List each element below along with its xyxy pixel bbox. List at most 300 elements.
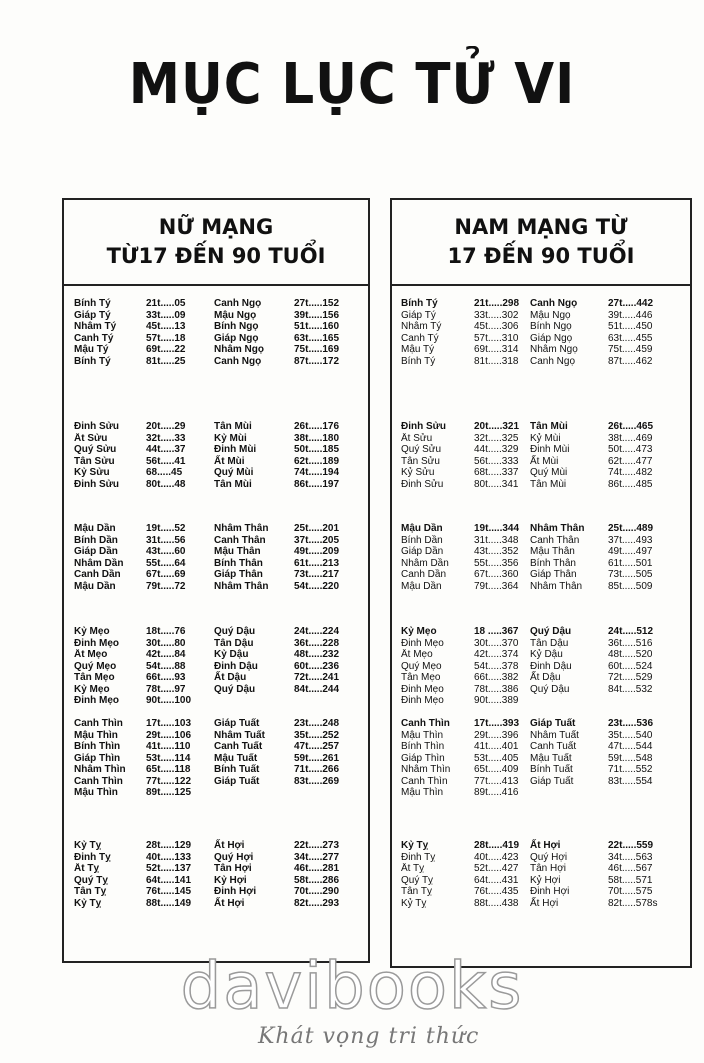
year-name: Đinh Tỵ [74,851,111,863]
year-name: Kỷ Hợi [214,874,247,886]
page-ref: 61t.....501 [608,557,653,569]
year-name: Nhâm Thân [530,523,585,534]
year-name: Tân Mùi [530,421,568,432]
year-name: Tân Mùi [530,478,567,490]
year-name: Quý Hợi [214,851,254,863]
index-row [392,479,690,491]
year-name: Giáp Ngọ [530,332,573,344]
page-ref [608,787,678,799]
page-ref: 62t.....477 [608,455,653,467]
page-ref: 49t.....497 [608,546,653,557]
page-ref: 51t.....450 [608,321,653,332]
year-name: Mậu Dần [74,523,116,534]
page-ref: 59t.....261 [294,752,340,764]
page-title: MỤC LỤC TỬ VI [128,52,576,117]
page-ref: 64t.....431 [474,874,519,886]
page-ref: 61t.....213 [294,557,340,569]
index-row [392,898,690,910]
index-row [392,886,690,898]
page-ref: 40t.....423 [474,851,519,863]
page-ref: 30t.....370 [474,637,519,649]
page-ref: 75t.....459 [608,344,653,355]
page-ref: 89t.....125 [146,787,192,798]
year-name: Kỷ Mẹo [401,626,437,637]
index-row [392,558,690,570]
year-name: Giáp Tý [401,309,436,321]
year-name: Tân Dậu [214,637,254,649]
index-row [392,310,690,322]
index-row [64,741,368,753]
page-ref: 50t.....185 [294,444,340,455]
index-row [64,433,368,445]
page-ref: 86t.....485 [608,478,653,490]
page-ref: 77t.....122 [146,775,192,787]
page-ref: 43t.....352 [474,546,519,557]
female-column-header [64,200,368,286]
year-name: Ất Dậu [214,672,247,683]
year-name: Canh Thân [530,534,580,546]
page-ref: 74t.....482 [608,467,653,478]
page-ref: 87t.....462 [608,355,653,367]
year-name: Nhâm Tuất [214,729,265,741]
year-name: Bính Dần [401,534,443,546]
year-name: Giáp Tý [74,309,111,321]
year-name: Quý Hợi [530,851,568,863]
page-ref: 56t.....333 [474,455,519,467]
year-name: Giáp Tuất [214,775,260,787]
entry-group [64,626,368,707]
year-name: Kỷ Tỵ [401,840,429,851]
year-name: Nhâm Thìn [74,764,126,775]
entry-group [64,523,368,592]
page-ref: 23t.....248 [294,718,340,729]
index-row [64,661,368,673]
page-ref: 30t.....80 [146,637,186,649]
page-ref: 54t.....220 [294,580,340,592]
index-row [64,310,368,322]
year-name: Mậu Thìn [74,729,118,741]
index-row [392,321,690,333]
page-ref: 29t.....106 [146,729,192,741]
index-row [392,535,690,547]
year-name: Canh Dần [401,569,447,580]
page-ref: 60t.....236 [294,660,340,672]
year-name: Ất Tỵ [74,863,99,874]
year-name: Bính Thìn [74,741,121,752]
entry-group [64,421,368,490]
page-ref: 64t.....141 [146,874,192,886]
year-name: Mậu Dần [74,580,116,592]
index-row [64,546,368,558]
year-name: Đinh Mẹo [401,683,444,695]
page-ref: 63t.....165 [294,332,340,344]
page-ref: 57t.....18 [146,332,186,344]
year-name: Giáp Dần [401,546,444,557]
year-name: Kỷ Sửu [401,467,435,478]
year-name: Giáp Thìn [74,752,121,764]
year-name: Nhâm Tuất [530,729,579,741]
year-name: Bính Dần [74,534,118,546]
page-ref: 89t.....416 [474,787,519,798]
year-name: Tân Mùi [214,478,252,490]
year-name: Tân Dậu [530,637,569,649]
year-name: Đinh Mùi [214,444,257,455]
page-ref: 28t.....129 [146,840,192,851]
year-name: Canh Thìn [74,718,123,729]
year-name: Nhâm Tý [74,321,117,332]
year-name: Giáp Ngọ [214,332,259,344]
index-row [392,356,690,368]
page-ref: 27t.....152 [294,298,340,309]
year-name: Tân Mùi [214,421,252,432]
page-ref: 69t.....22 [146,344,186,355]
page-ref: 42t.....374 [474,649,519,660]
page-ref: 78t.....386 [474,683,519,695]
year-name [214,787,294,799]
year-name: Đinh Mùi [530,444,570,455]
page-ref: 54t.....378 [474,660,519,672]
page-ref: 53t.....405 [474,752,519,764]
year-name: Quý Mẹo [74,660,117,672]
index-row [64,581,368,593]
page-ref: 32t.....325 [474,432,519,444]
year-name: Canh Thìn [74,775,123,787]
year-name [214,695,294,707]
index-row [392,421,690,433]
page-ref: 81t.....318 [474,355,519,367]
year-name: Ất Mùi [530,455,559,467]
index-row [392,863,690,875]
year-name: Đinh Sửu [401,421,447,432]
female-header-line2: TỪ17 ĐẾN 90 TUỔI [106,244,326,268]
page-ref: 37t.....493 [608,534,653,546]
page-ref: 19t.....52 [146,523,186,534]
year-name: Giáp Thìn [401,752,445,764]
male-index-column [390,198,692,968]
index-row [392,875,690,887]
page-ref: 65t.....409 [474,764,519,775]
page-ref: 73t.....505 [608,569,653,580]
year-name: Bính Ngọ [530,321,572,332]
entry-group [392,840,690,909]
female-header-line1: NỮ MẠNG [158,215,274,239]
index-row [392,444,690,456]
index-row [392,298,690,310]
year-name: Kỷ Dậu [214,649,249,660]
year-name: Quý Dậu [214,683,256,695]
year-name: Tân Tỵ [74,886,107,897]
year-name: Bính Thân [530,557,576,569]
year-name: Ất Hợi [530,840,561,851]
index-row [392,672,690,684]
year-name: Quý Dậu [530,626,572,637]
year-name: Ất Mẹo [74,649,108,660]
index-row [64,333,368,345]
index-row [392,840,690,852]
year-name: Kỷ Tỵ [74,897,102,909]
page-ref: 36t.....516 [608,637,653,649]
page-ref: 82t.....293 [294,897,340,909]
index-row [64,356,368,368]
index-row [392,730,690,742]
year-name: Ất Sửu [74,432,108,444]
page-ref: 75t.....169 [294,344,340,355]
index-row [392,852,690,864]
page-ref: 41t.....401 [474,741,519,752]
page-ref: 33t.....302 [474,309,519,321]
page-ref: 59t.....548 [608,752,653,764]
page-ref: 63t.....455 [608,332,653,344]
year-name: Bính Tý [401,355,436,367]
page-ref: 78t.....97 [146,683,186,695]
page-ref: 20t.....321 [474,421,520,432]
year-name: Nhâm Dần [401,557,449,569]
year-name: Kỷ Mẹo [74,626,110,637]
page-ref: 17t.....393 [474,718,520,729]
page-ref: 38t.....469 [608,432,653,444]
index-row [64,730,368,742]
page-ref: 58t.....571 [608,874,653,886]
year-name: Ất Hợi [214,840,245,851]
page-ref: 86t.....197 [294,478,340,490]
index-row [64,467,368,479]
index-row [392,581,690,593]
year-name: Ất Tỵ [401,863,425,874]
page-ref: 54t.....88 [146,660,186,672]
index-row [392,433,690,445]
page-ref: 66t.....93 [146,672,186,683]
page-ref: 22t.....273 [294,840,340,851]
year-name: Ất Dậu [530,672,561,683]
index-row [64,863,368,875]
year-name: Tân Tỵ [401,886,432,897]
page-ref: 44t.....329 [474,444,519,455]
year-name: Mậu Tý [74,344,109,355]
year-name: Tân Sửu [74,455,115,467]
page-ref [294,787,364,799]
index-row [64,638,368,650]
year-name: Mậu Tuất [214,752,258,764]
year-name: Quý Mùi [214,467,254,478]
page-ref: 19t.....344 [474,523,520,534]
index-row [64,718,368,730]
index-row [64,898,368,910]
year-name [530,695,608,707]
year-name: Bính Thân [214,557,263,569]
page-ref: 33t.....09 [146,309,186,321]
year-name: Bính Tý [401,298,438,309]
year-name: Giáp Thân [214,569,263,580]
page-ref: 47t.....544 [608,741,653,752]
page-ref: 88t.....438 [474,897,519,909]
year-name: Mậu Tý [401,344,435,355]
index-row [392,741,690,753]
index-row [64,444,368,456]
entry-group [64,718,368,799]
index-row [64,764,368,776]
page-ref [608,695,678,707]
year-name: Mậu Ngọ [214,309,257,321]
year-name: Ất Mẹo [401,649,433,660]
page-ref: 28t.....419 [474,840,520,851]
page-ref: 87t.....172 [294,355,340,367]
index-row [64,558,368,570]
year-name: Canh Tý [74,332,114,344]
page-ref: 67t.....69 [146,569,186,580]
page-ref: 84t.....244 [294,683,340,695]
year-name: Bính Tý [74,298,111,309]
page-ref: 45t.....306 [474,321,519,332]
year-name: Mậu Thân [530,546,575,557]
year-name: Đinh Tỵ [401,851,436,863]
index-row [64,787,368,799]
page-ref: 52t.....427 [474,863,519,874]
year-name: Quý Tỵ [74,874,108,886]
year-name: Đinh Dậu [530,660,572,672]
index-row [392,649,690,661]
year-name: Canh Ngọ [214,298,262,309]
page-ref: 90t.....100 [146,695,192,706]
year-name [530,787,608,799]
page-ref: 24t.....224 [294,626,340,637]
page-ref: 35t.....540 [608,729,653,741]
year-name: Mậu Thìn [401,787,444,798]
female-index-column [62,198,370,963]
page-ref: 48t.....520 [608,649,653,660]
page-ref: 70t.....575 [608,886,653,897]
year-name: Bính Tuất [214,764,260,775]
year-name: Đinh Mẹo [401,695,444,706]
year-name: Ất Hợi [530,897,559,909]
year-name: Canh Thân [214,534,266,546]
index-row [64,753,368,765]
year-name: Đinh Sửu [74,478,120,490]
year-name: Nhâm Dần [74,557,124,569]
year-name: Canh Ngọ [530,298,578,309]
year-name: Canh Tuất [530,741,577,752]
year-name: Mậu Dần [401,523,443,534]
year-name: Canh Thìn [401,775,448,787]
index-row [64,840,368,852]
year-name: Giáp Tuất [530,718,576,729]
year-name: Mậu Tuất [530,752,572,764]
page-ref: 42t.....84 [146,649,186,660]
page-ref: 82t.....578s [608,897,658,909]
year-name: Kỷ Mẹo [74,683,110,695]
year-name: Ất Mùi [214,455,245,467]
year-name: Kỷ Mùi [530,432,561,444]
page-ref: 39t.....156 [294,309,340,321]
page-ref: 36t.....228 [294,637,340,649]
year-name: Canh Ngọ [530,355,576,367]
entry-group [392,298,690,367]
entry-group [392,626,690,707]
year-name: Tân Mẹo [74,672,115,683]
page-ref: 38t.....180 [294,432,340,444]
year-name: Kỷ Tỵ [401,897,427,909]
index-row [64,852,368,864]
index-row [64,421,368,433]
page-ref: 21t.....05 [146,298,186,309]
page-ref: 90t.....389 [474,695,519,706]
page-ref: 81t.....25 [146,355,186,367]
year-name: Canh Tý [401,332,439,344]
page-ref: 65t.....118 [146,764,191,775]
year-name: Tân Hợi [214,863,252,874]
page-ref: 53t.....114 [146,752,191,764]
year-name: Mậu Thân [214,546,261,557]
index-row [392,523,690,535]
page-ref: 72t.....241 [294,672,340,683]
index-row [392,638,690,650]
page-ref: 72t.....529 [608,672,653,683]
year-name: Quý Sửu [401,444,442,455]
page-ref: 70t.....290 [294,886,340,897]
index-row [64,626,368,638]
page-ref: 76t.....435 [474,886,519,897]
page-ref: 69t.....314 [474,344,519,355]
year-name: Nhâm Tý [401,321,442,332]
page-ref: 79t.....72 [146,580,186,592]
year-name: Nhâm Thân [214,523,269,534]
page-ref: 26t.....465 [608,421,654,432]
page-ref: 68t.....337 [474,467,519,478]
year-name: Quý Tỵ [401,874,434,886]
page-ref: 50t.....473 [608,444,653,455]
page-ref: 73t.....217 [294,569,340,580]
year-name: Bính Tý [74,355,111,367]
entry-group [392,718,690,799]
year-name: Tân Mẹo [401,672,441,683]
page-ref: 29t.....396 [474,729,519,741]
index-row [392,333,690,345]
year-name: Kỷ Hợi [530,874,561,886]
page-ref: 68.....45 [146,467,183,478]
year-name: Đinh Dậu [214,660,258,672]
index-row [392,787,690,799]
page-ref: 84t.....532 [608,683,653,695]
year-name: Mậu Thìn [74,787,118,798]
index-row [392,764,690,776]
page-ref: 39t.....446 [608,309,653,321]
page-ref: 35t.....252 [294,729,340,741]
index-row [64,344,368,356]
year-name: Giáp Tuất [214,718,260,729]
page-ref: 46t.....281 [294,863,340,874]
page-ref: 76t.....145 [146,886,192,897]
index-row [64,695,368,707]
index-row [64,875,368,887]
page-ref: 32t.....33 [146,432,186,444]
page-ref: 47t.....257 [294,741,340,752]
year-name: Bính Ngọ [214,321,259,332]
index-row [64,684,368,696]
page-ref: 48t.....232 [294,649,340,660]
page-ref: 60t.....524 [608,660,653,672]
page-ref: 17t.....103 [146,718,192,729]
index-row [392,456,690,468]
page-ref: 49t.....209 [294,546,340,557]
year-name: Kỷ Dậu [530,649,563,660]
index-row [64,535,368,547]
year-name: Đinh Mẹo [74,695,119,706]
index-row [392,344,690,356]
index-row [392,661,690,673]
page-ref: 74t.....194 [294,467,340,478]
year-name: Quý Dậu [214,626,256,637]
page-ref: 62t.....189 [294,455,340,467]
page-ref: 52t.....137 [146,863,192,874]
